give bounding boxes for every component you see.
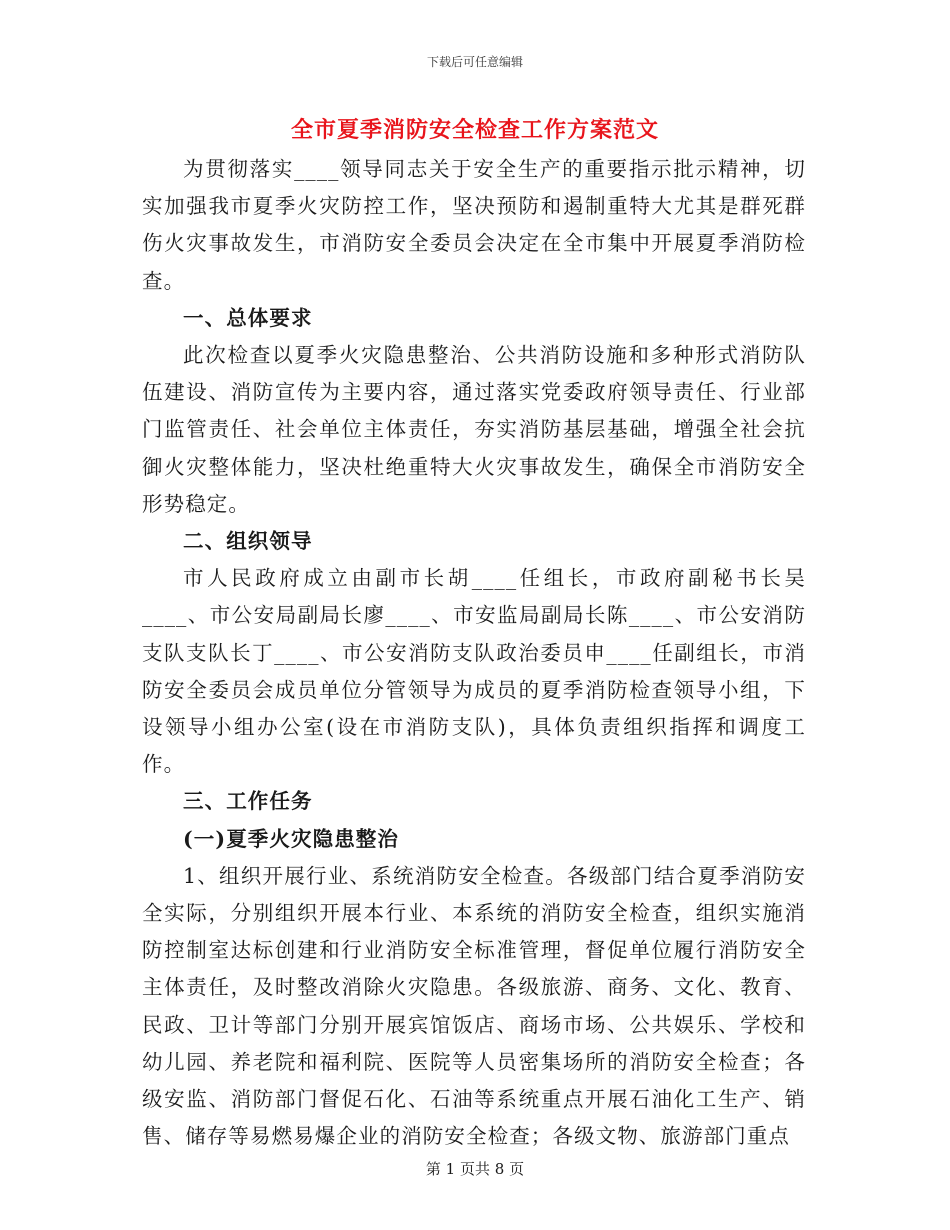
section-heading-tasks: 三、工作任务: [183, 789, 313, 814]
general-requirements-paragraph: 此次检查以夏季火灾隐患整治、公共消防设施和多种形式消防队伍建设、消防宣传为主要内容，通过落实党委政府领导责任、行业部门监管责任、社会单位主体责任，夯实消防基层基础，增强全社会抗御火灾整体能力，坚决杜绝重特大火灾事故发生，确保全市消防安全形势稳定。: [142, 343, 806, 516]
task-one-paragraph: 1、组织开展行业、系统消防安全检查。各级部门结合夏季消防安全实际，分别组织开展本行业、本系统的消防安全检查，组织实施消防控制室达标创建和行业消防安全标准管理，督促单位履行消防安全主体责任，及时整改消除火灾隐患。各级旅游、商务、文化、教育、民政、卫计等部门分别开展宾馆饭店、商场市场、公共娱乐、学校和幼儿园、养老院和福利院、医院等人员密集场所的消防安全检查；各级安监、消防部门督促石化、石油等系统重点开展石油化工生产、销售、储存等易燃易爆企业的消防安全检查；各级文物、旅游部门重点: [142, 863, 806, 1149]
document-title: 全市夏季消防安全检查工作方案范文: [290, 117, 659, 143]
page-header-note: 下载后可任意编辑: [426, 55, 523, 69]
section-heading-general-requirements: 一、总体要求: [183, 305, 313, 330]
intro-paragraph: 为贯彻落实____领导同志关于安全生产的重要指示批示精神，切实加强我市夏季火灾防控工作，坚决预防和遏制重特大尤其是群死群伤火灾事故发生，市消防安全委员会决定在全市集中开展夏季消防检查。: [142, 157, 806, 293]
subsection-heading-hazard-rectification: (一)夏季火灾隐患整治: [183, 826, 399, 851]
document-body: [142, 151, 806, 1155]
section-heading-organization: 二、组织领导: [183, 529, 313, 554]
organization-paragraph: 市人民政府成立由副市长胡____任组长，市政府副秘书长吴____、市公安局副局长廖____、市安监局副局长陈____、市公安消防支队支队长丁____、市公安消防支队政治委员申____任副组长，市消防安全委员会成员单位分管领导为成员的夏季消防检查领导小组，下设领导小组办公室(设在市消防支队)，具体负责组织指挥和调度工作。: [142, 566, 806, 777]
page-number: 第 1 页共 8 页: [425, 1160, 525, 1178]
